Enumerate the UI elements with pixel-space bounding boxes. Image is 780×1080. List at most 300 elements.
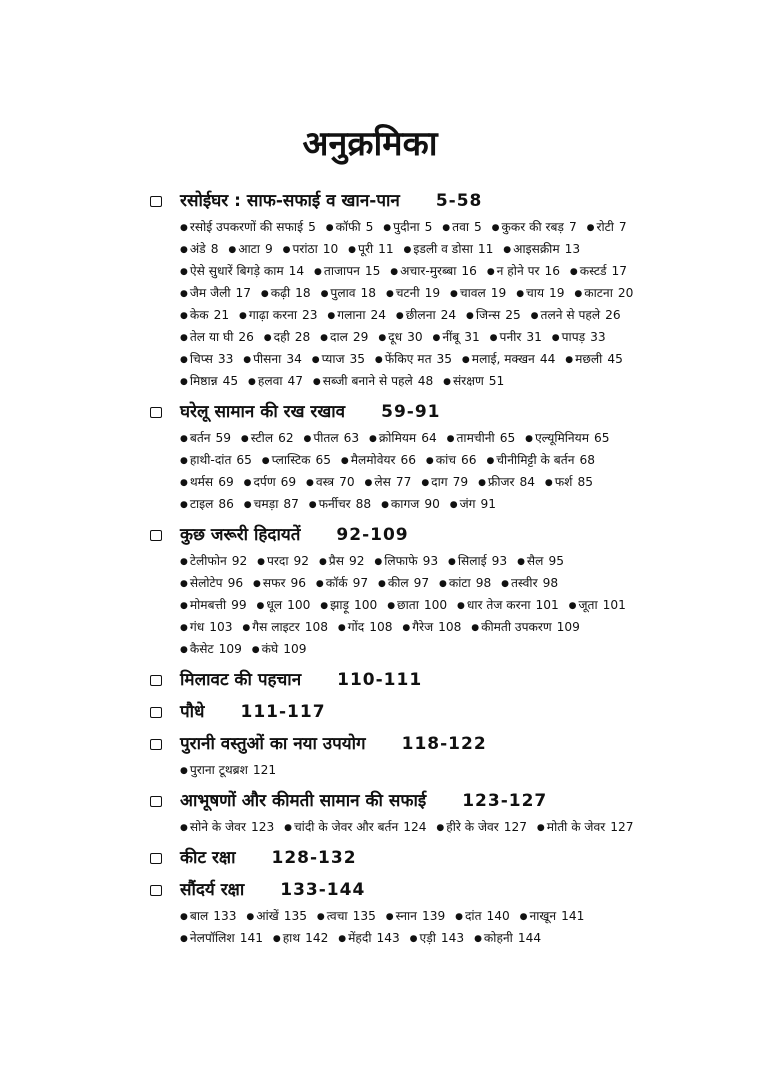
bullet-icon: ● (432, 333, 441, 343)
entry-page: 7 (618, 220, 627, 234)
section-heading (150, 788, 640, 814)
toc-entry (436, 817, 527, 839)
toc-entry (242, 617, 328, 639)
bullet-icon: ● (325, 223, 334, 233)
entry-page: 101 (535, 598, 559, 612)
toc-entry (552, 327, 606, 349)
entry-label: परांठा (292, 242, 318, 256)
bullet-icon: ● (503, 245, 512, 255)
toc-entry (317, 906, 376, 928)
toc-section (150, 667, 640, 693)
entry-label: नेलपॉलिश (189, 931, 235, 945)
toc-entry (520, 906, 585, 928)
toc-entry (246, 906, 307, 928)
entry-label: ऐसे सुधारें बिगड़े काम (189, 264, 284, 278)
checkbox-bullet-icon (150, 707, 162, 718)
toc-entry (180, 573, 243, 595)
toc-entry (283, 239, 339, 261)
entry-page: 65 (499, 431, 516, 445)
toc-entry (313, 371, 433, 393)
bullet-icon: ● (314, 267, 322, 277)
bullet-icon: ● (247, 377, 256, 387)
entry-label: आंखें (256, 909, 279, 923)
toc-entry (239, 305, 318, 327)
entry-label: दांत (464, 909, 482, 923)
entry-label: कांच (435, 453, 457, 467)
entry-label: चिप्स (189, 352, 213, 366)
entry-page: 98 (542, 576, 559, 590)
bullet-icon: ● (251, 645, 260, 655)
entry-label: पुराना टूथब्रश (189, 763, 248, 777)
entry-page: 33 (590, 330, 606, 344)
toc-entry (348, 239, 393, 261)
toc-entry (320, 595, 377, 617)
entry-label: तलने से पहले (540, 308, 601, 322)
section-title: घरेलू सामान की रख रखाव (180, 402, 346, 422)
entry-page: 109 (283, 642, 307, 656)
entry-page: 86 (218, 497, 234, 511)
bullet-icon: ● (446, 434, 455, 444)
bullet-icon: ● (442, 223, 451, 233)
entry-label: फेंकिए मत (384, 352, 432, 366)
bullet-icon: ● (402, 623, 411, 633)
entry-page: 143 (376, 931, 400, 945)
entry-page: 20 (617, 286, 634, 300)
entry-label: लिफाफे (384, 554, 418, 568)
entry-page: 31 (464, 330, 480, 344)
entry-page: 100 (423, 598, 448, 612)
entry-page: 96 (227, 576, 244, 590)
entry-label: दर्पण (253, 475, 276, 489)
checkbox-bullet-icon (150, 675, 162, 686)
toc-entry (448, 551, 507, 573)
toc-entry (180, 305, 229, 327)
section-heading (150, 845, 640, 871)
entry-page: 14 (288, 264, 305, 278)
checkbox-bullet-icon (150, 407, 162, 418)
toc-entry (457, 595, 559, 617)
bullet-icon: ● (315, 579, 324, 589)
bullet-icon: ● (544, 478, 553, 488)
entry-label: मोती के जेवर (546, 820, 606, 834)
entry-label: कोहनी (483, 931, 513, 945)
bullet-icon: ● (180, 934, 188, 944)
entry-label: नींबू (442, 330, 460, 344)
entry-label: छीलना (405, 308, 436, 322)
entry-label: सफर (262, 576, 286, 590)
entry-page: 15 (364, 264, 381, 278)
bullet-icon: ● (448, 557, 456, 567)
bullet-icon: ● (491, 223, 500, 233)
entry-label: दही (273, 330, 290, 344)
bullet-icon: ● (443, 377, 451, 387)
entry-label: दूध (388, 330, 403, 344)
entry-page: 142 (305, 931, 329, 945)
bullet-icon: ● (320, 601, 329, 611)
entry-label: जिन्स (475, 308, 501, 322)
bullet-icon: ● (180, 245, 188, 255)
bullet-icon: ● (565, 355, 574, 365)
toc-entry (402, 617, 461, 639)
bullet-icon: ● (180, 579, 188, 589)
section-heading (150, 399, 640, 425)
entry-label: हाथी-दांत (189, 453, 232, 467)
entry-label: संरक्षण (453, 374, 484, 388)
entry-label: मलाई, मक्खन (471, 352, 535, 366)
section-entries (180, 217, 640, 393)
bullet-icon: ● (180, 311, 188, 321)
entry-page: 13 (564, 242, 581, 256)
toc-entry (257, 551, 309, 573)
toc-entry (338, 928, 400, 950)
toc-entry (180, 551, 247, 573)
toc-entry (421, 472, 468, 494)
checkbox-bullet-icon (150, 885, 162, 896)
entry-label: बर्तन (189, 431, 211, 445)
toc-entry (378, 573, 429, 595)
checkbox-bullet-icon (150, 196, 162, 207)
entry-page: 24 (440, 308, 457, 322)
entry-page: 100 (287, 598, 311, 612)
toc-entry (253, 573, 306, 595)
bullet-icon: ● (383, 223, 392, 233)
entry-label: मोमबत्ती (189, 598, 227, 612)
bullet-icon: ● (180, 478, 188, 488)
toc-entry (386, 906, 445, 928)
bullet-icon: ● (327, 311, 336, 321)
toc-entry (574, 283, 633, 305)
entry-page: 26 (238, 330, 254, 344)
entry-label: मछली (575, 352, 603, 366)
entry-page: 33 (217, 352, 234, 366)
toc-entry (320, 327, 368, 349)
toc-entry (180, 906, 237, 928)
bullet-icon: ● (320, 333, 329, 343)
toc-entry (487, 261, 560, 283)
entry-label: चटनी (395, 286, 420, 300)
toc-entry (516, 283, 564, 305)
bullet-icon: ● (501, 579, 509, 589)
bullet-icon: ● (340, 456, 349, 466)
entry-page: 5 (365, 220, 374, 234)
entry-page: 59 (215, 431, 232, 445)
bullet-icon: ● (519, 912, 528, 922)
entry-label: आटा (238, 242, 260, 256)
entry-page: 25 (505, 308, 521, 322)
entry-label: फ्रीजर (487, 475, 515, 489)
entry-label: प्याज (321, 352, 345, 366)
bullet-icon: ● (530, 311, 539, 321)
bullet-icon: ● (180, 557, 188, 567)
toc-entry (327, 305, 386, 327)
entry-page: 19 (549, 286, 565, 300)
toc-entry (471, 617, 580, 639)
toc-entry (180, 450, 252, 472)
toc-section (150, 877, 640, 950)
entry-label: मैलमोवेयर (350, 453, 396, 467)
bullet-icon: ● (180, 766, 188, 776)
entry-label: सोने के जेवर (189, 820, 246, 834)
section-title: रसोईघर : साफ-सफाई व खान-पान (180, 191, 400, 211)
toc-section (150, 699, 640, 725)
entry-label: कॉर्क (325, 576, 348, 590)
toc-entry (569, 595, 626, 617)
bullet-icon: ● (574, 289, 583, 299)
toc-entry (180, 428, 231, 450)
bullet-icon: ● (486, 267, 495, 277)
entry-label: स्नान (395, 909, 417, 923)
entry-label: हीरे के जेवर (446, 820, 499, 834)
toc-entry (180, 371, 238, 393)
entry-label: तामचीनी (456, 431, 495, 445)
entry-page: 127 (503, 820, 528, 834)
toc-entry (180, 472, 234, 494)
toc-entry (374, 551, 438, 573)
section-title: आभूषणों और कीमती सामान की सफाई (180, 791, 427, 811)
toc-entry (545, 472, 593, 494)
bullet-icon: ● (180, 434, 188, 444)
entry-page: 144 (517, 931, 542, 945)
page-title: अनुक्रमिका (302, 124, 438, 164)
entry-page: 17 (235, 286, 252, 300)
bullet-icon: ● (180, 223, 188, 233)
bullet-icon: ● (228, 245, 237, 255)
entry-page: 19 (424, 286, 441, 300)
entry-label: प्रैस (328, 554, 344, 568)
bullet-icon: ● (390, 267, 399, 277)
toc-entry (466, 305, 521, 327)
toc-entry (262, 450, 331, 472)
entry-page: 28 (294, 330, 311, 344)
toc-entry (309, 494, 371, 516)
entry-page: 69 (280, 475, 297, 489)
entry-label: कॉफी (335, 220, 361, 234)
entry-label: सैल (526, 554, 544, 568)
bullet-icon: ● (337, 623, 346, 633)
entry-page: 62 (278, 431, 294, 445)
section-title: कीट रक्षा (180, 848, 236, 868)
section-entries (180, 760, 640, 782)
toc-entry (381, 494, 440, 516)
entry-page: 109 (556, 620, 580, 634)
entry-page: 5 (424, 220, 433, 234)
bullet-icon: ● (180, 377, 188, 387)
checkbox-bullet-icon (150, 796, 162, 807)
entry-page: 11 (378, 242, 394, 256)
section-entries (180, 428, 640, 516)
bullet-icon: ● (243, 500, 252, 510)
toc-entry (462, 349, 555, 371)
toc-entry (443, 371, 504, 393)
bullet-icon: ● (243, 478, 252, 488)
entry-label: हलवा (257, 374, 283, 388)
entry-page: 91 (480, 497, 497, 511)
entry-page: 7 (568, 220, 577, 234)
entry-label: केक (189, 308, 209, 322)
entry-page: 35 (349, 352, 366, 366)
entry-label: गंध (189, 620, 205, 634)
toc-entry (180, 817, 274, 839)
bullet-icon: ● (261, 456, 270, 466)
entry-page: 16 (461, 264, 477, 278)
section-pages: 118-122 (401, 734, 487, 754)
bullet-icon: ● (369, 434, 377, 444)
toc-entry (383, 217, 432, 239)
bullet-icon: ● (246, 912, 255, 922)
toc-entry (180, 494, 234, 516)
toc-section (150, 788, 640, 839)
entry-page: 17 (611, 264, 628, 278)
entry-page: 108 (304, 620, 328, 634)
entry-label: दाग (431, 475, 448, 489)
bullet-icon: ● (374, 355, 383, 365)
toc-entry (486, 450, 595, 472)
entry-label: पीतल (313, 431, 339, 445)
toc-entry (261, 283, 311, 305)
entry-page: 11 (477, 242, 494, 256)
toc-entry (264, 327, 310, 349)
entry-label: रसोई उपकरणों की सफाई (189, 220, 304, 234)
entry-page: 93 (491, 554, 508, 568)
entry-page: 121 (252, 763, 277, 777)
toc-entry (386, 283, 440, 305)
entry-page: 8 (210, 242, 219, 256)
entry-page: 100 (354, 598, 378, 612)
toc-entry (321, 283, 377, 305)
section-title: पौधे (180, 702, 205, 722)
entry-label: गैरेज (412, 620, 434, 634)
bullet-icon: ● (489, 333, 498, 343)
bullet-icon: ● (240, 434, 249, 444)
entry-label: सिलाई (457, 554, 487, 568)
bullet-icon: ● (312, 377, 321, 387)
entry-label: लेस (374, 475, 391, 489)
section-heading (150, 699, 640, 725)
section-pages: 59-91 (381, 402, 441, 422)
entry-page: 79 (452, 475, 469, 489)
toc-entry (501, 573, 558, 595)
bullet-icon: ● (381, 500, 389, 510)
entry-label: दाल (330, 330, 348, 344)
checkbox-bullet-icon (150, 739, 162, 750)
bullet-icon: ● (284, 823, 292, 833)
entry-page: 35 (436, 352, 453, 366)
section-title: कुछ जरूरी हिदायतें (180, 525, 301, 545)
bullet-icon: ● (257, 557, 265, 567)
toc-entry (570, 261, 627, 283)
entry-label: कील (387, 576, 409, 590)
section-heading (150, 667, 640, 693)
entry-label: अचार-मुरब्बा (400, 264, 457, 278)
entry-label: प्लास्टिक (271, 453, 311, 467)
bullet-icon: ● (303, 434, 312, 444)
entry-page: 135 (283, 909, 307, 923)
bullet-icon: ● (364, 478, 373, 488)
entry-page: 133 (213, 909, 237, 923)
section-pages: 110-111 (337, 670, 423, 690)
entry-label: चाय (526, 286, 545, 300)
entry-label: मेंहदी (348, 931, 372, 945)
entry-page: 21 (213, 308, 230, 322)
entry-page: 88 (355, 497, 372, 511)
entry-label: गैस लाइटर (252, 620, 300, 634)
entry-page: 65 (236, 453, 252, 467)
entry-label: चीनीमिट्टी के बर्तन (496, 453, 575, 467)
bullet-icon: ● (260, 289, 269, 299)
bullet-icon: ● (311, 355, 320, 365)
entry-label: झाड़ू (330, 598, 350, 612)
bullet-icon: ● (306, 478, 314, 488)
toc-entry (252, 639, 307, 661)
entry-page: 63 (343, 431, 360, 445)
bullet-icon: ● (180, 355, 188, 365)
entry-label: आइसक्रीम (513, 242, 560, 256)
entry-page: 45 (222, 374, 239, 388)
section-pages: 128-132 (271, 848, 357, 868)
entry-label: टाइल (189, 497, 214, 511)
bullet-icon: ● (568, 601, 577, 611)
entry-label: रोटी (596, 220, 614, 234)
bullet-icon: ● (536, 823, 545, 833)
entry-label: एल्यूमिनियम (534, 431, 590, 445)
toc-entry (517, 551, 564, 573)
toc-entry (442, 217, 482, 239)
toc-entry (396, 305, 456, 327)
toc-entry (312, 349, 365, 371)
entry-label: पीसना (253, 352, 282, 366)
entry-page: 92 (348, 554, 365, 568)
bullet-icon: ● (263, 333, 272, 343)
entry-label: चावल (459, 286, 486, 300)
section-pages: 133-144 (280, 880, 366, 900)
entry-page: 26 (605, 308, 621, 322)
toc-entry (257, 595, 311, 617)
bullet-icon: ● (409, 934, 418, 944)
entry-page: 84 (519, 475, 536, 489)
toc-entry (525, 428, 609, 450)
bullet-icon: ● (180, 267, 188, 277)
toc-entry (531, 305, 621, 327)
entry-page: 109 (218, 642, 242, 656)
bullet-icon: ● (516, 289, 525, 299)
toc-entry (284, 817, 426, 839)
bullet-icon: ● (457, 601, 465, 611)
bullet-icon: ● (318, 557, 327, 567)
entry-label: पुलाव (330, 286, 356, 300)
section-pages: 92-109 (336, 525, 409, 545)
entry-label: फर्नीचर (318, 497, 351, 511)
entry-label: जूता (578, 598, 598, 612)
toc-entry (180, 283, 251, 305)
entry-page: 101 (602, 598, 626, 612)
bullet-icon: ● (374, 557, 383, 567)
bullet-icon: ● (449, 500, 458, 510)
toc-entry (387, 595, 447, 617)
entry-page: 68 (579, 453, 595, 467)
bullet-icon: ● (478, 478, 486, 488)
entry-label: फर्श (554, 475, 573, 489)
entry-label: क्रोमियम (378, 431, 417, 445)
toc-entry (303, 428, 359, 450)
toc-entry (365, 472, 412, 494)
toc-entry (492, 217, 577, 239)
section-title: सौंदर्य रक्षा (180, 880, 245, 900)
bullet-icon: ● (180, 333, 188, 343)
toc-entry (319, 551, 365, 573)
entry-page: 16 (544, 264, 560, 278)
toc-entry (180, 261, 304, 283)
entry-label: कढ़ी (270, 286, 291, 300)
